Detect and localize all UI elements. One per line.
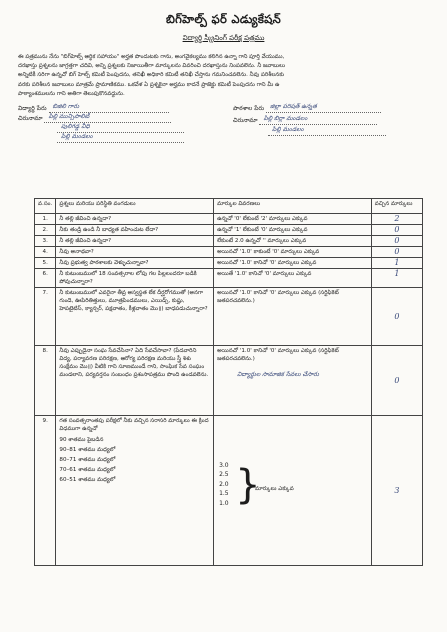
score-cell[interactable]: 0: [371, 225, 422, 236]
instruction-line: పాఠ్యాంశములను గాని అతిగా తెలుపుకొనవద్దును.: [18, 90, 125, 97]
range-item: 60–51 శాతము మధ్యలో: [59, 477, 116, 483]
table-row: 4. నీవు అనాథవా? అయినచో '1.0' కాకుంటే '0' మార్కులు ఎక్కువ 0: [35, 247, 423, 258]
score-cell[interactable]: 0: [371, 288, 422, 346]
student-name-field[interactable]: విద్యార్థి పేరు బిజిలి గారు: [18, 104, 169, 113]
school-address-field[interactable]: చిరునామా పిల్లి బిర్లా మండలం: [233, 116, 377, 125]
address-field[interactable]: చిరునామా పిల్లి మున్సిపాలిటీ: [18, 114, 171, 123]
instruction-line: ఈ పత్రమును నేను "బిగ్‌హెల్ప్ ఆర్థిక సహాయం" అర్హత పొందుటకు గాను, అంగవైకల్యము కలిగిన ఉన్నా గాని పూర్తి వేయుము,: [18, 54, 285, 60]
screening-questions-table: [34, 198, 423, 566]
range-item: 90 శాతము పైబడిన: [59, 437, 104, 443]
address-line-2[interactable]: పులిగడ్డ వీధి: [57, 124, 184, 133]
instructions-paragraph: [18, 53, 431, 99]
instruction-line: అన్నిటికీ సరిగా ఉన్నచో బిగ్ హెల్ప్ కమిటీ పెంపుదను, తనిఖీ అధికారి కమిటీ తనిఖీ చేస్తాను గమనించవలెను. నీవు పరిశీలనకు: [18, 72, 285, 79]
table-row: 2. నీకు తండ్రి ఉండి నీ బాధ్యత వహించుట లేదా? ఉన్నచో '1' లేకుంటే '0' మార్కులు ఎక్కువ 0: [35, 225, 423, 236]
form-title: బిగ్‌హెల్ప్ ఫర్ ఎడ్యుకేషన్: [165, 12, 282, 26]
table-row: 9. గత సంవత్సరాంతపు పరీక్షలో నీకు వచ్చిన సరాసరి మార్కులు ఈ క్రింద విధముగా ఉన్నచో 90 శాతము పైబడిన 90–81 శాతము మధ్యలో 80–71 శాతము మధ్యలో 70–61 శాతము మధ్యలో 60–51 శాతము మధ్యలో 3.0 2.5 2.0 1.5 1.0 } మార్కులు ఎక్కువ 3: [35, 416, 423, 566]
percentage-ranges: [59, 435, 210, 485]
brace-icon: }: [235, 462, 261, 508]
score-cell[interactable]: 1: [371, 269, 422, 288]
student-name-value: బిజిలి గారు: [52, 103, 80, 111]
form-subtitle: విద్యార్థి స్క్రీనింగ్ పరీక్ష పత్రము: [182, 34, 265, 42]
score-cell[interactable]: 0: [371, 346, 422, 416]
points-list: 3.0 2.5 2.0 1.5 1.0: [219, 462, 229, 507]
header-criteria: మార్కుల వివరణలు: [214, 199, 372, 214]
score-cell[interactable]: 0: [371, 247, 422, 258]
table-row: 5. నీవు ప్రభుత్వ పాఠశాలకు వెళ్ళుచున్నావా? అయినచో '1.0' కానిచో '0' మార్కులు ఎక్కువ 1: [35, 258, 423, 269]
school-name-field[interactable]: పాఠశాల పేరు జిల్లా పరిషత్ ఉన్నత: [233, 104, 381, 113]
score-cell[interactable]: 0: [371, 236, 422, 247]
range-item: 70–61 శాతము మధ్యలో: [59, 467, 116, 473]
header-score: వచ్చిన మార్కులు: [371, 199, 422, 214]
score-cell[interactable]: 1: [371, 258, 422, 269]
table-row: 6. నీ కుటుంబములో 18 సంవత్సరాల లోపు గల పిల్లలందరూ బడికి పోవుచున్నారా? అయితే '1.0' కానిచో '0' మార్కులు ఎక్కువ 1: [35, 269, 423, 288]
applicant-details: [18, 104, 431, 150]
handwritten-note: విద్యార్థుల సామాజిక సేవలు చేసారు: [237, 371, 319, 378]
range-item: 90–81 శాతము మధ్యలో: [59, 447, 116, 453]
school-name-value: జిల్లా పరిషత్ ఉన్నత: [270, 103, 317, 111]
school-address-line-2[interactable]: పిల్లి మండలం: [268, 127, 386, 136]
header-question: ప్రశ్నలు మరియు పరిస్థితి వంగడులు: [56, 199, 214, 214]
table-row: 1. నీ తల్లి జీవించి ఉన్నదా? ఉన్నచో '0' లేకుంటే '2' మార్కులు ఎక్కువ 2: [35, 214, 423, 225]
score-cell[interactable]: 3: [371, 416, 422, 566]
header-number: వ.సం.: [35, 199, 56, 214]
instruction-line: వరకు పరిశీలన జవాబులు మాత్రమే ప్రామాణికము. ఒకవేళ ఏ ప్రశ్నకైనా అర్హము కాదనే ప్రాజెక్టు కమిటీ పెంపుదను గాని మీ ఉ: [18, 81, 280, 88]
table-row: 8. నీవు ఎప్పుడైనా సంఘ సేవచేసినా? ఏది సేవచేసావా? (పేదవారిని విద్య, పర్యావరణ పరిరక్షణ, ఆరోగ్య పరిరక్షణ మరియు స్త్రీ శిశు సంక్షేమం మొ॥) వీటికి గాని సూణముండే గాని, సాంఘిక సేవ సంఘం మండలాని, పర్యవర్తనం సంబంధం ప్రశంసాపత్రము పొంది ఉండవలెను. అయినచో '1.0' కానిచో '0' మార్కులు ఎక్కువ (సర్టిఫికెట్ జతపరచవలెను.) విద్యార్థుల సామాజిక సేవలు చేసారు 0: [35, 346, 423, 416]
table-row: 3. నీ తల్లి జీవించి ఉన్నదా? లేకుంటే 2.0 ఉన్నచో '' మార్కులు ఎక్కువ 0: [35, 236, 423, 247]
address-line-3[interactable]: పిల్లి మండలం: [57, 134, 184, 143]
table-row: 7. నీ కుటుంబములో ఎవరైనా తీవ్ర అస్వస్థత లేక దీర్ఘరోగముతో (అనగా గుండె, ఊపిరితిత్తులు, మూత్రపిండములు, ఎయిడ్స్, కుష్టు, హెపటైటిస్, క్యాన్సర్, పక్షవాతం, కీళ్లవాతం మొ॥) బాధపడుచున్నారా? అయినచో '1.0' కానిచో '0' మార్కులు ఎక్కువ (సర్టిఫికెట్ జతపరచవలెను.) 0: [35, 288, 423, 346]
instruction-line: దరఖాస్తు ప్రశ్నలను జాగ్రత్తగా చదివి, అన్ని ప్రశ్నలకు నిజాయితీగా మార్కులను వివరించి దరఖాస్తును నింపవలెను. నీ జవాబులు: [18, 63, 286, 70]
range-criteria: మార్కులు ఎక్కువ: [255, 486, 294, 492]
range-item: 80–71 శాతము మధ్యలో: [59, 457, 116, 463]
table-header-row: [35, 199, 423, 214]
score-cell[interactable]: 2: [371, 214, 422, 225]
